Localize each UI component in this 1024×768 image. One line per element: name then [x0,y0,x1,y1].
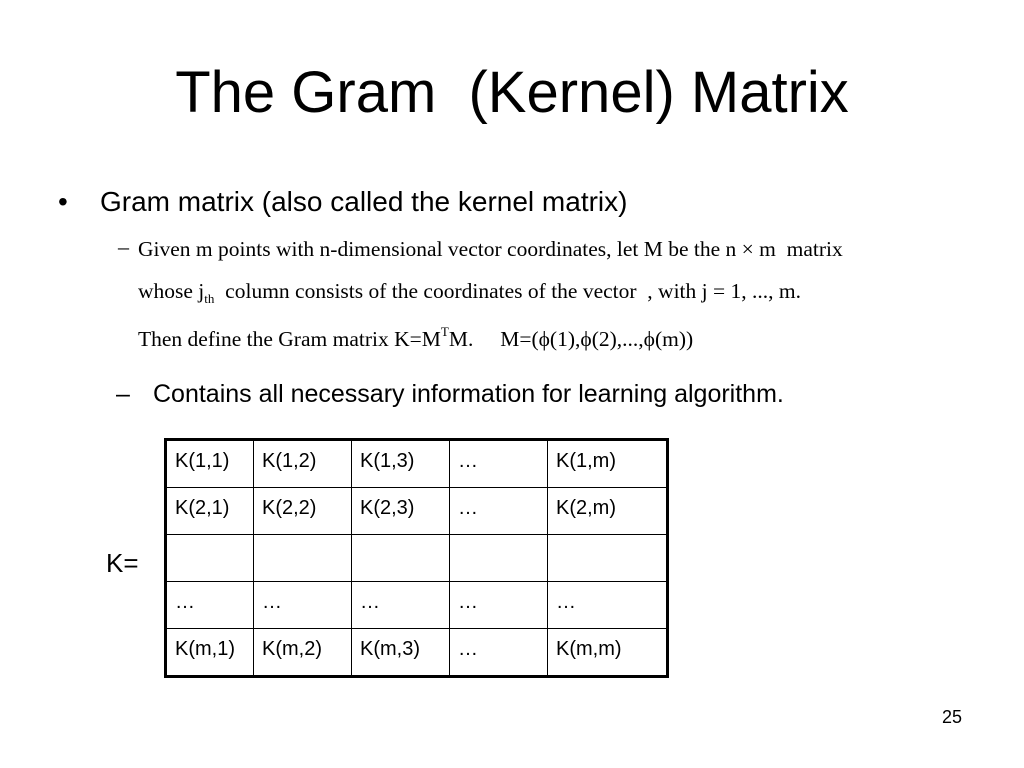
matrix-cell: … [548,582,668,629]
matrix-cell: K(2,3) [352,488,450,535]
matrix-cell: K(2,2) [254,488,352,535]
matrix-cell: K(m,3) [352,629,450,677]
definition-line-3-end: M. M=(ϕ(1),ϕ(2),...,ϕ(m)) [448,327,694,351]
table-row [166,440,668,488]
matrix-cell: … [450,440,548,488]
main-bullet-text: Gram matrix (also called the kernel matrix) [100,186,628,217]
matrix-cell [254,535,352,582]
page-number: 25 [941,707,962,727]
matrix-cell: K(1,3) [352,440,450,488]
matrix-cell: K(2,1) [166,488,254,535]
matrix-cell: K(m,1) [166,629,254,677]
matrix-cell: … [254,582,352,629]
matrix-cell: K(1,1) [166,440,254,488]
matrix-cell [352,535,450,582]
definition-line-3-start: Then define the Gram matrix K=M [138,327,441,351]
matrix-cell: K(1,2) [254,440,352,488]
matrix-cell: K(m,m) [548,629,668,677]
definition-line-2-end: column consists of the coordinates of the vector , with j = 1, ..., m. [214,279,801,303]
matrix-cell [450,535,548,582]
matrix-cell: … [166,582,254,629]
table-row [166,488,668,535]
gram-matrix-table [164,438,669,678]
sub-bullet-2-text: Contains all necessary information for learning algorithm. [153,380,784,408]
superscript-t: T [440,324,449,339]
table-row [166,629,668,677]
definition-line-1: Given m points with n-dimensional vector coordinates, let M be the n × m matrix [138,237,843,261]
sub-bullet-dash-2: – [116,380,130,408]
table-row [166,535,668,582]
matrix-cell [548,535,668,582]
k-equals-label: K= [106,548,139,578]
sub-bullet-2 [116,376,784,412]
matrix-cell: K(2,m) [548,488,668,535]
subscript-th: th [204,291,215,306]
table-row [166,582,668,629]
matrix-cell: … [352,582,450,629]
matrix-cell [166,535,254,582]
matrix-cell: … [450,582,548,629]
main-bullet [58,182,627,222]
bullet-icon: • [58,186,68,217]
matrix-cell: … [450,629,548,677]
slide-title: The Gram (Kernel) Matrix [175,60,849,125]
matrix-cell: K(1,m) [548,440,668,488]
definition-line-3 [138,317,693,354]
sub-bullet-dash-1: – [118,234,129,259]
matrix-cell: … [450,488,548,535]
definition-line-2-start: whose j [138,279,205,303]
definition-line-2 [138,276,801,314]
matrix-cell: K(m,2) [254,629,352,677]
